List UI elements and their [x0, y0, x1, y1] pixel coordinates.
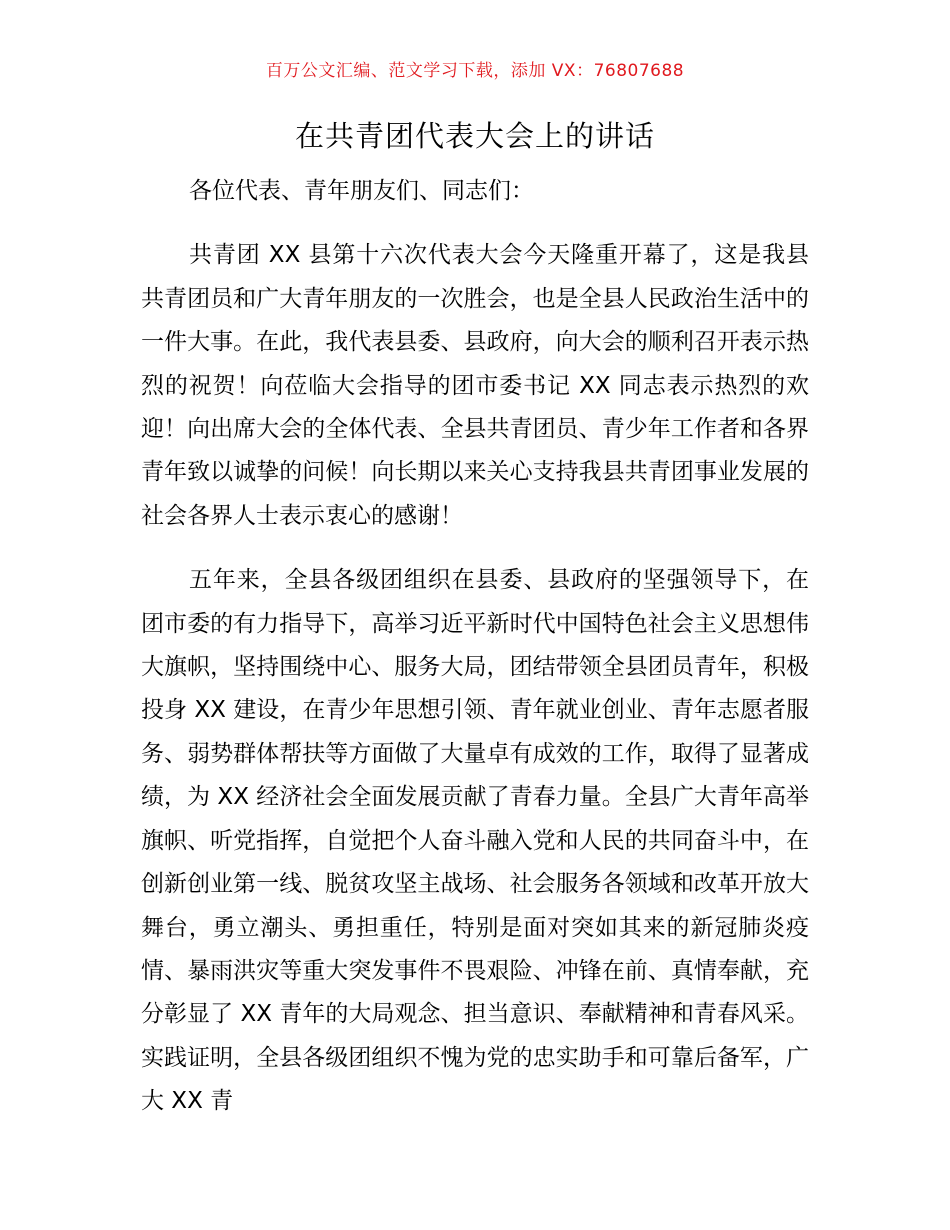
- paragraph-1: 共青团 XX 县第十六次代表大会今天隆重开幕了，这是我县共青团员和广大青年朋友的一次胜会，也是全县人民政治生活中的一件大事。在此，我代表县委、县政府，向大会的顺利召开表示热烈的祝贺！向莅临大会指导的团市委书记 XX 同志表示热烈的欢迎！向出席大会的全体代表、全县共青团员、青少年工作者和各界青年致以诚挚的问候！向长期以来关心支持我县共青团事业发展的社会各界人士表示衷心的感谢！: [141, 242, 809, 529]
- document-title: 在共青团代表大会上的讲话: [294, 119, 655, 153]
- header-banner: 百万公文汇编、范文学习下载，添加 VX：76807688: [265, 61, 685, 81]
- salutation: 各位代表、青年朋友们、同志们：: [189, 178, 534, 204]
- paragraph-2: 五年来，全县各级团组织在县委、县政府的坚强领导下，在团市委的有力指导下，高举习近平新时代中国特色社会主义思想伟大旗帜，坚持围绕中心、服务大局，团结带领全县团员青年，积极投身 XX 建设，在青少年思想引领、青年就业创业、青年志愿者服务、弱势群体帮扶等方面做了大量卓有成效的工作，取得了显著成绩，为 XX 经济社会全面发展贡献了青春力量。全县广大青年高举旗帜、听党指挥，自觉把个人奋斗融入党和人民的共同奋斗中，在创新创业第一线、脱贫攻坚主战场、社会服务各领域和改革开放大舞台，勇立潮头、勇担重任，特别是面对突如其来的新冠肺炎疫情、暴雨洪灾等重大突发事件不畏艰险、冲锋在前、真情奉献，充分彰显了 XX 青年的大局观念、担当意识、奉献精神和青春风采。实践证明，全县各级团组织不愧为党的忠实助手和可靠后备军，广大 XX 青: [141, 567, 809, 1115]
- document-body: [141, 170, 809, 1124]
